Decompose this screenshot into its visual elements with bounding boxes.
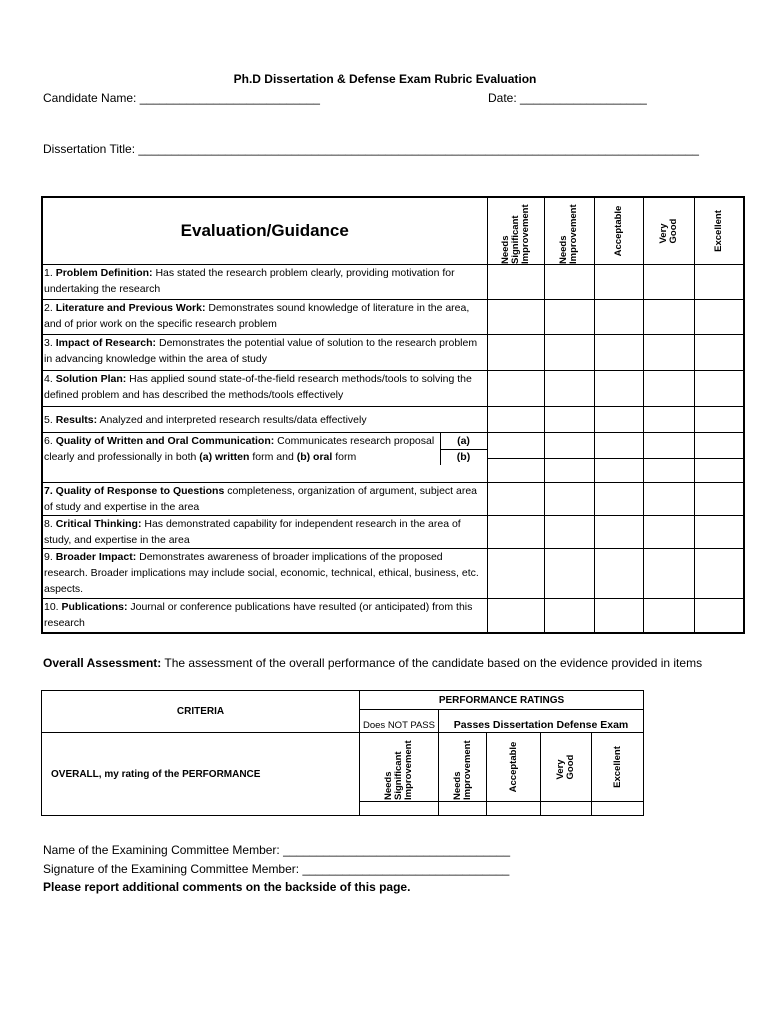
criterion-solution-plan: 4. Solution Plan: Has applied sound state-of-the-field research methods/tools to solving the defined problem and has described the methods/tools effectively bbox=[42, 371, 487, 407]
rating-cell[interactable] bbox=[594, 300, 643, 335]
rating-cell[interactable] bbox=[439, 802, 487, 816]
rating-cell[interactable] bbox=[544, 483, 594, 516]
rating-cell[interactable] bbox=[487, 265, 544, 300]
criterion-impact-of-research: 3. Impact of Research: Demonstrates the potential value of solution to the research problem in advancing knowledge within the area of study bbox=[42, 335, 487, 371]
column-header-very-good: Very Good bbox=[643, 197, 694, 265]
criterion-critical-thinking: 8. Critical Thinking: Has demonstrated capability for independent research in the area of study, and expertise in the area bbox=[42, 516, 487, 549]
rubric-row-5 bbox=[42, 407, 744, 433]
rating-cell[interactable] bbox=[594, 483, 643, 516]
rating-cell[interactable] bbox=[544, 265, 594, 300]
rubric-row-6 bbox=[42, 433, 744, 483]
rubric-row-3 bbox=[42, 335, 744, 371]
column-header-needs-improvement: Needs Improvement bbox=[544, 197, 594, 265]
rating-cell[interactable] bbox=[487, 802, 541, 816]
rating-cell[interactable] bbox=[487, 371, 544, 407]
rubric-row-7 bbox=[42, 483, 744, 516]
ratings-header-row bbox=[42, 691, 644, 710]
rubric-row-8 bbox=[42, 516, 744, 549]
column-header-needs-significant-improvement: Needs Significant Improvement bbox=[360, 733, 439, 802]
overall-assessment: Overall Assessment: The assessment of the overall performance of the candidate based on the evidence provided in items bbox=[43, 656, 703, 670]
criterion-broader-impact: 9. Broader Impact: Demonstrates awareness of broader implications of the proposed research. Broader implications may include social, economic, technical, ethical, business, etc. aspects. bbox=[42, 549, 487, 599]
rating-cell[interactable] bbox=[594, 407, 643, 433]
rating-cell[interactable] bbox=[544, 300, 594, 335]
rubric-row-4 bbox=[42, 371, 744, 407]
rating-cell[interactable] bbox=[694, 549, 744, 599]
overall-rating-row bbox=[42, 733, 644, 802]
rubric-row-1 bbox=[42, 265, 744, 300]
rating-cell[interactable] bbox=[694, 265, 744, 300]
rating-cell[interactable] bbox=[694, 300, 744, 335]
rating-cell[interactable] bbox=[544, 516, 594, 549]
performance-ratings-header: PERFORMANCE RATINGS bbox=[360, 691, 644, 710]
rating-cell[interactable] bbox=[594, 599, 643, 633]
oral-label: (b) bbox=[456, 451, 471, 464]
rating-cell[interactable] bbox=[487, 549, 544, 599]
column-header-excellent: Excellent bbox=[592, 733, 644, 802]
column-header-acceptable: Acceptable bbox=[487, 733, 541, 802]
rating-cell[interactable] bbox=[487, 433, 544, 483]
rating-cell[interactable] bbox=[643, 300, 694, 335]
rubric-row-9 bbox=[42, 549, 744, 599]
rating-cell[interactable] bbox=[544, 407, 594, 433]
rating-cell[interactable] bbox=[541, 802, 592, 816]
rating-cell[interactable] bbox=[694, 407, 744, 433]
criterion-communication: 6. Quality of Written and Oral Communication: Communicates research proposal clearly and professionally in both (a) written form and (b) oral form (a) (b) bbox=[42, 433, 487, 483]
rating-cell[interactable] bbox=[694, 599, 744, 633]
rating-cell[interactable] bbox=[643, 433, 694, 483]
rating-cell[interactable] bbox=[544, 599, 594, 633]
rating-cell[interactable] bbox=[487, 407, 544, 433]
page-title: Ph.D Dissertation & Defense Exam Rubric Evaluation bbox=[233, 72, 537, 86]
rating-cell[interactable] bbox=[643, 335, 694, 371]
dissertation-title-field[interactable]: Dissertation Title: ____________________________________________________________________________________ bbox=[43, 142, 699, 156]
overall-rating-label: OVERALL, my rating of the PERFORMANCE bbox=[42, 733, 360, 816]
rubric-row-10 bbox=[42, 599, 744, 633]
rating-cell[interactable] bbox=[487, 335, 544, 371]
rating-cell[interactable] bbox=[544, 433, 594, 483]
rating-cell[interactable] bbox=[487, 516, 544, 549]
criterion-response-to-questions: 7. Quality of Response to Questions completeness, organization of argument, subject area of study and expertise in the area bbox=[42, 483, 487, 516]
rating-cell[interactable] bbox=[594, 265, 643, 300]
rating-cell[interactable] bbox=[694, 516, 744, 549]
rating-cell[interactable] bbox=[594, 433, 643, 483]
criterion-publications: 10. Publications: Journal or conference publications have resulted (or anticipated) from this research bbox=[42, 599, 487, 633]
date-field[interactable]: Date: ___________________ bbox=[488, 91, 647, 105]
rating-cell[interactable] bbox=[643, 549, 694, 599]
rubric-header-row bbox=[42, 197, 744, 265]
rating-cell[interactable] bbox=[694, 433, 744, 483]
rating-cell[interactable] bbox=[694, 483, 744, 516]
committee-member-name-field[interactable]: Name of the Examining Committee Member: __________________________________ bbox=[43, 843, 510, 857]
rating-cell[interactable] bbox=[360, 802, 439, 816]
rating-cell[interactable] bbox=[643, 483, 694, 516]
rating-cell[interactable] bbox=[694, 335, 744, 371]
rubric-table bbox=[41, 196, 745, 634]
rating-cell[interactable] bbox=[544, 549, 594, 599]
rating-cell[interactable] bbox=[592, 802, 644, 816]
rating-cell[interactable] bbox=[544, 371, 594, 407]
column-header-needs-significant-improvement: Needs Significant Improvement bbox=[487, 197, 544, 265]
criterion-results: 5. Results: Analyzed and interpreted research results/data effectively bbox=[42, 407, 487, 433]
candidate-name-field[interactable]: Candidate Name: ___________________________ bbox=[43, 91, 320, 105]
criterion-problem-definition: 1. Problem Definition: Has stated the research problem clearly, providing motivation for undertaking the research bbox=[42, 265, 487, 300]
rating-cell[interactable] bbox=[594, 549, 643, 599]
rating-cell[interactable] bbox=[594, 335, 643, 371]
column-header-excellent: Excellent bbox=[694, 197, 744, 265]
rating-cell[interactable] bbox=[487, 599, 544, 633]
rating-cell[interactable] bbox=[643, 371, 694, 407]
rating-cell[interactable] bbox=[594, 371, 643, 407]
rating-cell[interactable] bbox=[643, 265, 694, 300]
rating-cell[interactable] bbox=[643, 599, 694, 633]
performance-ratings-table bbox=[41, 690, 644, 816]
rating-cell[interactable] bbox=[544, 335, 594, 371]
passes-exam-label: Passes Dissertation Defense Exam bbox=[439, 710, 644, 733]
rating-cell[interactable] bbox=[594, 516, 643, 549]
column-header-very-good: Very Good bbox=[541, 733, 592, 802]
column-header-acceptable: Acceptable bbox=[594, 197, 643, 265]
rating-cell[interactable] bbox=[487, 300, 544, 335]
committee-member-signature-field[interactable]: Signature of the Examining Committee Member: _______________________________ bbox=[43, 862, 510, 876]
does-not-pass-label: Does NOT PASS bbox=[360, 710, 439, 733]
rating-cell[interactable] bbox=[643, 407, 694, 433]
criteria-header: CRITERIA bbox=[42, 691, 360, 733]
rating-cell[interactable] bbox=[643, 516, 694, 549]
evaluation-guidance-header: Evaluation/Guidance bbox=[42, 197, 487, 265]
written-label: (a) bbox=[441, 433, 487, 450]
rating-cell[interactable] bbox=[487, 483, 544, 516]
rubric-row-2 bbox=[42, 300, 744, 335]
criterion-literature: 2. Literature and Previous Work: Demonstrates sound knowledge of literature in the area, and of prior work on the specific research problem bbox=[42, 300, 487, 335]
rating-cell[interactable] bbox=[694, 371, 744, 407]
column-header-needs-improvement: Needs Improvement bbox=[439, 733, 487, 802]
backside-comments-note: Please report additional comments on the backside of this page. bbox=[43, 880, 411, 894]
